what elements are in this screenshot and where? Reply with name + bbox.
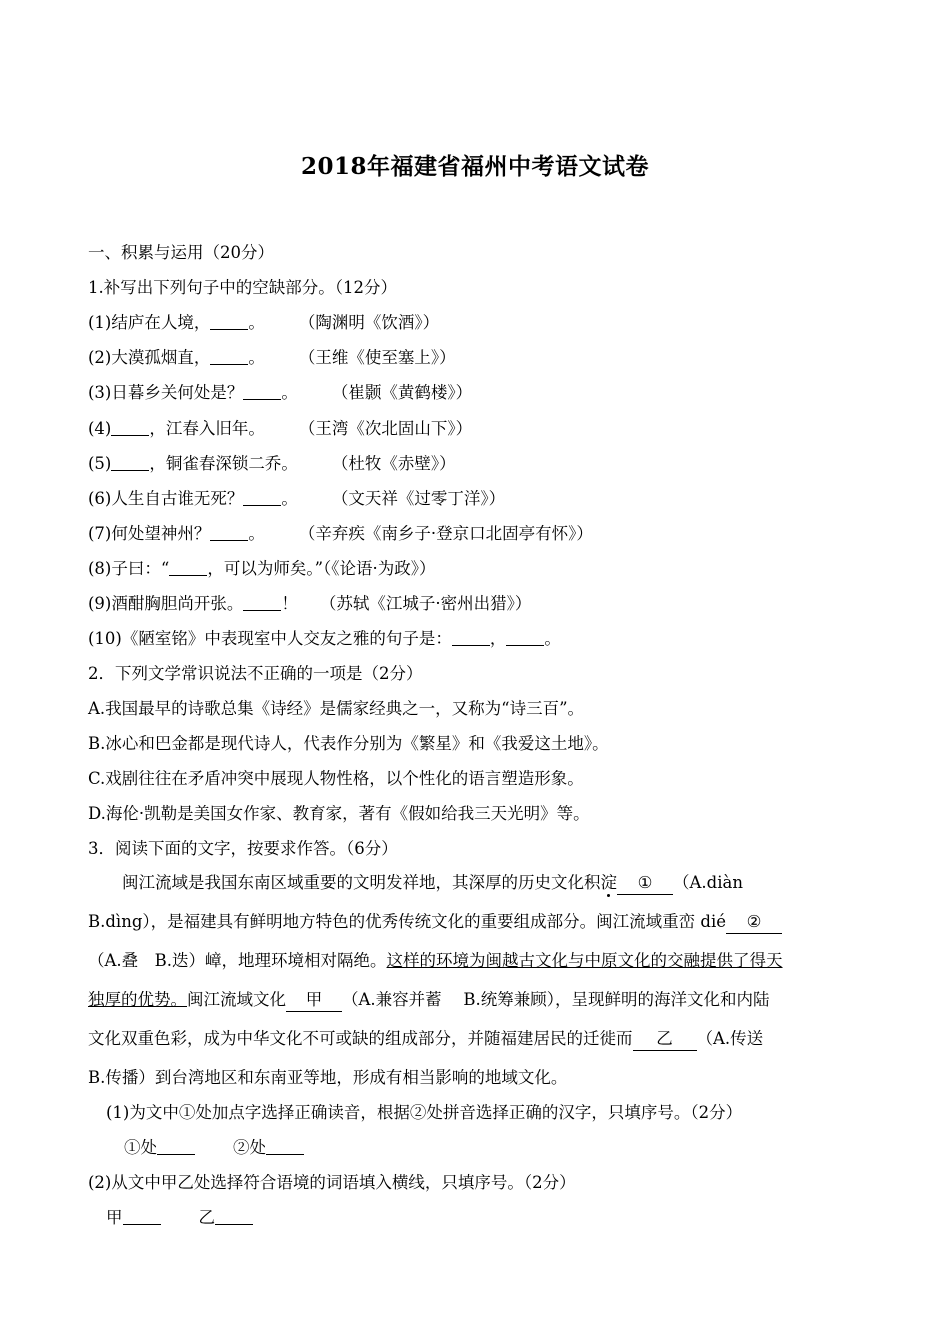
q1-item-3: (3)日暮乡关何处是？ 。 （崔颢《黄鹤楼》） bbox=[88, 383, 473, 402]
answer-blank[interactable] bbox=[243, 489, 281, 506]
q3-sub-2-answers: 甲 乙 bbox=[106, 1207, 253, 1229]
q1-item-6: (6)人生自古谁无死？ 。 （文天祥《过零丁洋》） bbox=[88, 489, 506, 508]
q3-sub-2: (2)从文中甲乙处选择符合语境的词语填入横线，只填序号。（2分） bbox=[88, 1173, 576, 1192]
answer-blank[interactable] bbox=[210, 313, 248, 330]
page-title: 2018年福建省福州中考语文试卷 bbox=[300, 153, 649, 180]
passage-line-2: B.dìng），是福建具有鲜明地方特色的优秀传统文化的重要组成部分。闽江流域重峦 dié ② bbox=[88, 911, 868, 934]
question-1-stem: 1.补写出下列句子中的空缺部分。（12分） bbox=[88, 278, 397, 297]
section-heading: 一、积累与运用（20分） bbox=[88, 243, 274, 262]
q1-item-10: (10)《陋室铭》中表现室中人交友之雅的句子是： ， 。 bbox=[88, 629, 561, 648]
dotted-character: 淀 bbox=[600, 873, 617, 892]
q1-item-1: (1)结庐在人境， 。 （陶渊明《饮酒》） bbox=[88, 313, 440, 332]
q2-option-c[interactable]: C.戏剧往往在矛盾冲突中展现人物性格，以个性化的语言塑造形象。 bbox=[88, 769, 584, 788]
q2-option-a[interactable]: A.我国最早的诗歌总集《诗经》是儒家经典之一，又称为“诗三百”。 bbox=[88, 699, 585, 718]
answer-blank[interactable] bbox=[157, 1138, 195, 1155]
q3-sub-1-answers: ①处 ②处 bbox=[124, 1137, 304, 1159]
q2-option-d[interactable]: D.海伦·凯勒是美国女作家、教育家，著有《假如给我三天光明》等。 bbox=[88, 804, 590, 823]
passage-line-1: 闽江流域是我国东南区域重要的文明发祥地，其深厚的历史文化积淀 ① （A.diàn bbox=[122, 872, 902, 895]
q1-item-9: (9)酒酣胸胆尚开张。 ！ （苏轼《江城子·密州出猎》） bbox=[88, 594, 532, 613]
answer-blank[interactable] bbox=[111, 454, 149, 471]
answer-blank[interactable] bbox=[123, 1208, 161, 1225]
q1-item-5: (5) ，铜雀春深锁二乔。 （杜牧《赤壁》） bbox=[88, 454, 456, 473]
q3-sub-1: (1)为文中①处加点字选择正确读音，根据②处拼音选择正确的汉字，只填序号。（2分） bbox=[106, 1103, 743, 1122]
passage-line-4: 独厚的优势。闽江流域文化 甲 （A.兼容并蓄 B.统筹兼顾），呈现鲜明的海洋文化和内陆 bbox=[88, 989, 868, 1012]
answer-blank[interactable] bbox=[243, 383, 281, 400]
blank-2[interactable]: ② bbox=[726, 911, 782, 934]
question-3-stem: 3．阅读下面的文字，按要求作答。（6分） bbox=[88, 839, 398, 858]
answer-blank[interactable] bbox=[169, 559, 207, 576]
answer-blank[interactable] bbox=[506, 629, 544, 646]
answer-blank[interactable] bbox=[215, 1208, 253, 1225]
blank-yi[interactable]: 乙 bbox=[633, 1028, 697, 1051]
underlined-sentence: 独厚的优势。 bbox=[88, 990, 187, 1009]
passage-line-6: B.传播）到台湾地区和东南亚等地，形成有相当影响的地域文化。 bbox=[88, 1068, 568, 1087]
answer-blank[interactable] bbox=[266, 1138, 304, 1155]
q1-item-2: (2)大漠孤烟直， 。 （王维《使至塞上》） bbox=[88, 348, 456, 367]
passage-line-3: （A.叠 B.迭）嶂，地理环境相对隔绝。这样的环境为闽越古文化与中原文化的交融提供了得天 bbox=[88, 951, 783, 970]
passage-line-5: 文化双重色彩，成为中华文化不可或缺的组成部分，并随福建居民的迁徙而 乙 （A.传送 bbox=[88, 1028, 868, 1051]
answer-blank[interactable] bbox=[111, 419, 149, 436]
underlined-sentence: 这样的环境为闽越古文化与中原文化的交融提供了得天 bbox=[386, 951, 783, 970]
q1-item-8: (8)子曰：“ ，可以为师矣。”（《论语·为政》） bbox=[88, 559, 436, 578]
blank-jia[interactable]: 甲 bbox=[286, 989, 342, 1012]
q1-item-7: (7)何处望神州？ 。 （辛弃疾《南乡子·登京口北固亭有怀》） bbox=[88, 524, 593, 543]
answer-blank[interactable] bbox=[210, 524, 248, 541]
question-2-stem: 2．下列文学常识说法不正确的一项是（2分） bbox=[88, 664, 423, 683]
q1-item-4: (4) ，江春入旧年。 （王湾《次北固山下》） bbox=[88, 419, 473, 438]
answer-blank[interactable] bbox=[243, 594, 281, 611]
blank-1[interactable]: ① bbox=[617, 872, 673, 895]
q2-option-b[interactable]: B.冰心和巴金都是现代诗人，代表作分别为《繁星》和《我爱这土地》。 bbox=[88, 734, 609, 753]
answer-blank[interactable] bbox=[452, 629, 490, 646]
answer-blank[interactable] bbox=[210, 348, 248, 365]
